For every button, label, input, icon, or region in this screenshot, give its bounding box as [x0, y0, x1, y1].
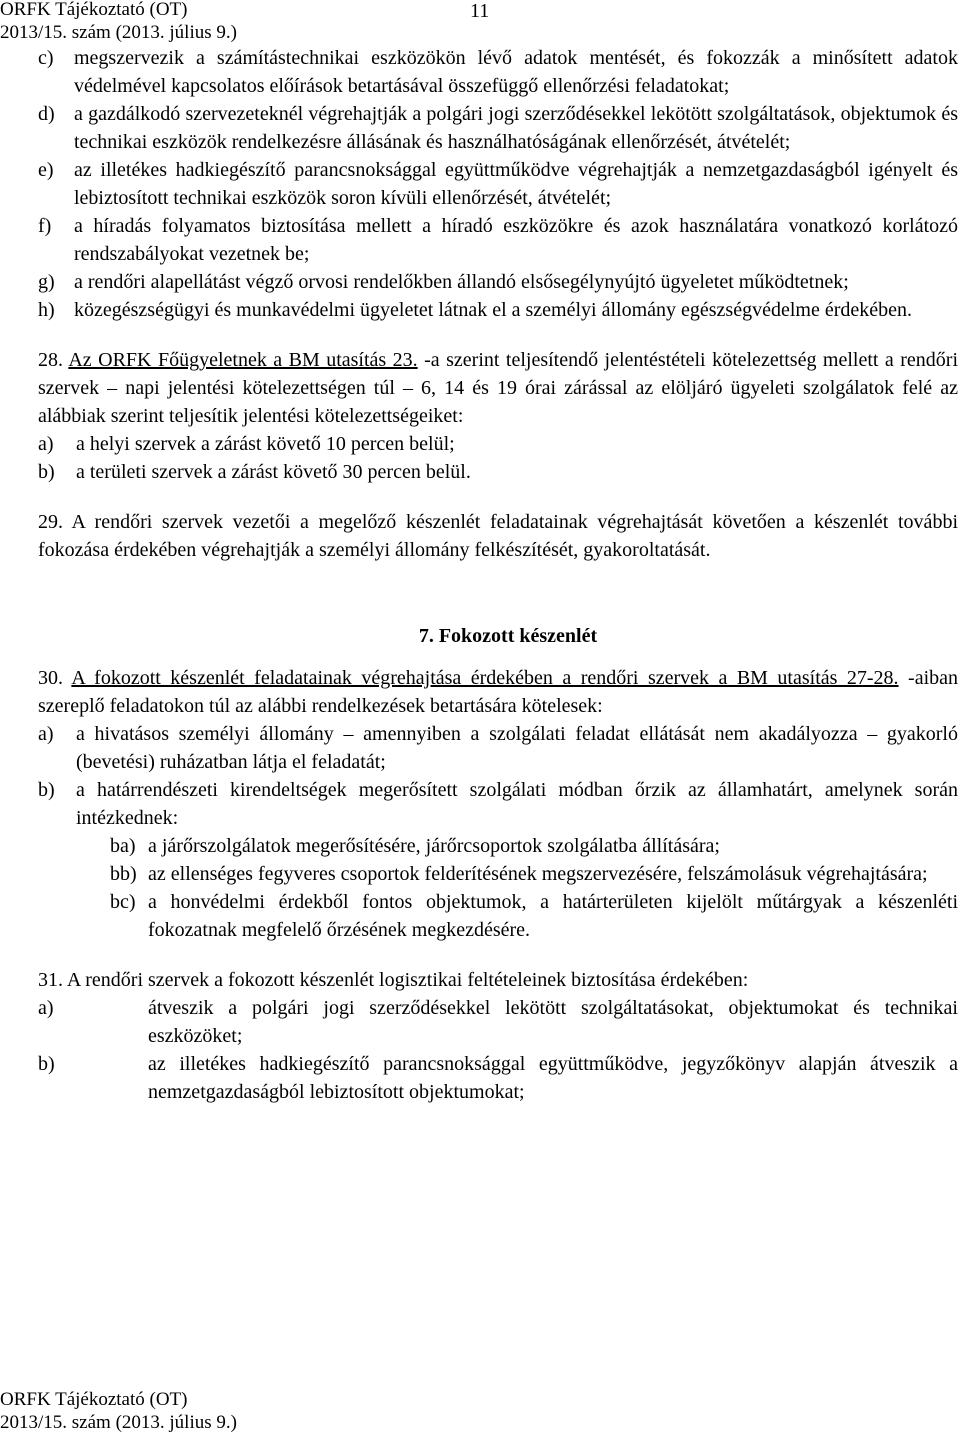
list-item: f) a híradás folyamatos biztosítása mellett a híradó eszközökre és azok használatára vonatkozó korlátozó rendszabályokat vezetnek be;	[38, 215, 958, 265]
list-item: c) megszervezik a számítástechnikai eszközökön lévő adatok mentését, és fokozzák a minősített adatok védelmével kapcsolatos előírások betartásával összefüggő ellenőrzési feladatokat;	[38, 47, 958, 97]
sub-list-item: bb) az ellenséges fegyveres csoportok felderítésének megszervezésére, felszámolásuk végrehajtására;	[110, 863, 928, 885]
paragraph-29: 29. A rendőri szervek vezetői a megelőző készenlét feladatainak végrehajtását követően a készenlét további fokozása érdekében végrehajtják a személyi állomány felkészítését, gyakoroltatását.	[38, 511, 958, 561]
list-item: b) a területi szervek a zárást követő 30 percen belül.	[38, 461, 471, 483]
header-publication: ORFK Tájékoztató (OT)	[0, 0, 188, 20]
sub-list-item: bc) a honvédelmi érdekből fontos objektumok, a határterületen kijelölt műtárgyak a készenléti fokozatnak megfelelő őrzésének megkezdésére.	[110, 891, 958, 941]
page-footer	[0, 1388, 237, 1434]
list-item: e) az illetékes hadkiegészítő parancsnoksággal együttműködve végrehajtják a nemzetgazdaságból igényelt és lebiztosított technikai eszközök soron kívüli ellenőrzését, átvételét;	[38, 159, 958, 209]
reference-link[interactable]: A fokozott készenlét feladatainak végrehajtása érdekében a rendőri szervek a BM utasítás 27-28.	[71, 667, 899, 689]
paragraph-number: 29.	[38, 511, 63, 533]
paragraph-number: 30.	[38, 667, 63, 689]
list-item: h) közegészségügyi és munkavédelmi ügyeletet látnak el a személyi állomány egészségvédelme érdekében.	[38, 299, 912, 321]
page-header	[0, 0, 960, 44]
paragraph-31: 31. A rendőri szervek a fokozott készenlét logisztikai feltételeinek biztosítása érdekében: a) átveszik a polgári jogi szerződésekkel lekötött szolgáltatásokat, objektumokat és technikai eszközöket; b) az illetékes hadkiegészítő parancsnoksággal együttműködve, jegyzőkönyv alapján átveszik a nemzetgazdaságból lebiztosított objektumokat;	[38, 966, 958, 1106]
list-item: b) a határrendészeti kirendeltségek megerősített szolgálati módban őrzik az államhatárt, amelynek során intézkednek:	[38, 779, 958, 829]
page-number: 11	[470, 0, 490, 22]
list-item: a) a helyi szervek a zárást követő 10 percen belül;	[38, 433, 455, 455]
footer-publication: ORFK Tájékoztató (OT)	[0, 1389, 188, 1410]
paragraph-30: 30. A fokozott készenlét feladatainak végrehajtása érdekében a rendőri szervek a BM utasítás 27-28. -aiban szereplő feladatokon túl az alábbi rendelkezések betartására kötelesek: a) a hivatásos személyi állomány – amennyiben a szolgálati feladat ellátását nem akadályozza – gyakorló (bevetési) ruházatban látja el feladatát; b) a határrendészeti kirendeltségek megerősített szolgálati módban őrzik az államhatárt, amelynek során intézkednek: ba) a járőrszolgálatok megerősítésére, járőrcsoportok szolgálatba állítására; bb) az ellenséges fegyveres csoportok felderítésének megszervezésére, felszámolásuk végrehajtására; bc) a honvédelmi érdekből fontos objektumok, a határterületen kijelölt műtárgyak a készenléti fokozatnak megfelelő őrzésének megkezdésére.	[38, 664, 958, 944]
paragraph-number: 31.	[38, 969, 63, 991]
list-item: d) a gazdálkodó szervezeteknél végrehajtják a polgári jogi szerződésekkel lekötött szolgáltatások, objektumok és technikai eszközök rendelkezésre állásának és használhatóságának ellenőrzését, átvételét;	[38, 103, 958, 153]
section-title: 7. Fokozott készenlét	[418, 625, 598, 647]
header-issue: 2013/15. szám (2013. július 9.)	[0, 22, 237, 43]
paragraph-28: 28. Az ORFK Főügyeletnek a BM utasítás 23. -a szerint teljesítendő jelentéstételi kötelezettség mellett a rendőri szervek – napi jelentési kötelezettségen túl – 6, 14 és 19 órai zárással az elöljáró ügyeleti szolgálatok felé az alábbiak szerint teljesítik jelentési kötelezettségeiket: a) a helyi szervek a zárást követő 10 percen belül; b) a területi szervek a zárást követő 30 percen belül.	[38, 346, 958, 486]
list-item: a) a hivatásos személyi állomány – amennyiben a szolgálati feladat ellátását nem akadályozza – gyakorló (bevetési) ruházatban látja el feladatát;	[38, 723, 958, 773]
list-item: b) az illetékes hadkiegészítő parancsnoksággal együttműködve, jegyzőkönyv alapján átveszik a nemzetgazdaságból lebiztosított objektumokat;	[38, 1053, 958, 1103]
sub-list-item: ba) a járőrszolgálatok megerősítésére, járőrcsoportok szolgálatba állítására;	[110, 835, 720, 857]
paragraph-number: 28.	[38, 349, 63, 371]
document-body	[38, 44, 958, 1106]
list-item: a) átveszik a polgári jogi szerződésekkel lekötött szolgáltatásokat, objektumokat és technikai eszközöket;	[38, 997, 958, 1047]
footer-issue: 2013/15. szám (2013. július 9.)	[0, 1412, 237, 1433]
reference-link[interactable]: Az ORFK Főügyeletnek a BM utasítás 23.	[68, 349, 418, 371]
list-c-to-h	[38, 44, 958, 324]
list-item: g) a rendőri alapellátást végző orvosi rendelőkben állandó elsősegélynyújtó ügyeletet működtetnek;	[38, 271, 849, 293]
